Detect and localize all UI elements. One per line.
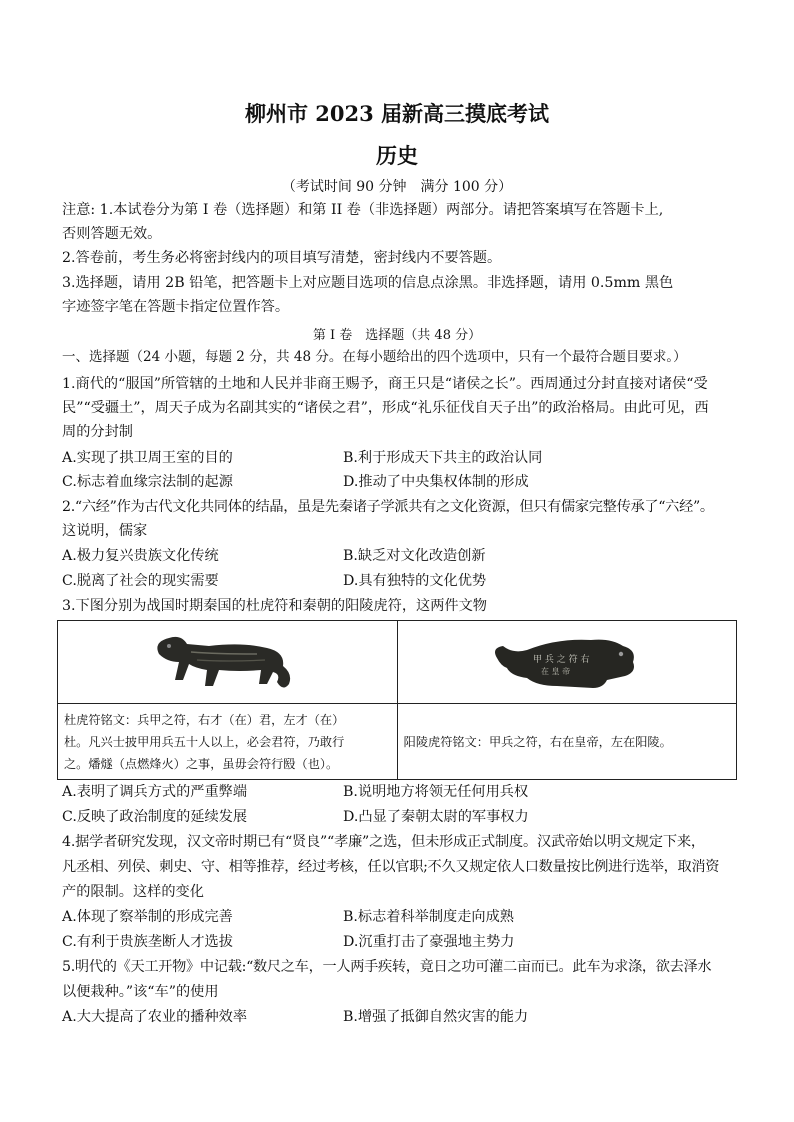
option-d: D.推动了中央集权体制的形成 <box>343 474 529 490</box>
question-stem: 周的分封制 <box>62 424 133 440</box>
option-c: C.反映了政治制度的延续发展 <box>62 809 248 825</box>
caption-line: 阳陵虎符铭文：甲兵之符，右在皇帝，左在阳陵。 <box>403 734 672 749</box>
option-a: A.大大提高了农业的播种效率 <box>62 1009 248 1025</box>
question-stem: 5.明代的《天工开物》中记载:“数尺之车，一人两手疾转，竟日之功可灌二亩而已。此车为求涤，欲去泽水 <box>62 959 712 975</box>
option-c: C.有利于贵族垄断人才选拔 <box>62 934 233 950</box>
option-a: A.表明了调兵方式的严重弊端 <box>62 784 248 800</box>
section-instruction: 一、选择题（24 小题，每题 2 分，共 48 分。在每小题给出的四个选项中，只有一个最符合题目要求。） <box>62 349 687 365</box>
subject-title: 历史 <box>376 143 418 168</box>
svg-text:在 皇 帝: 在 皇 帝 <box>540 667 570 676</box>
option-d: D.沉重打击了豪强地主势力 <box>343 934 515 950</box>
du-tiger-tally-cell <box>58 621 398 704</box>
question-stem: 产的限制。这样的变化 <box>62 884 204 900</box>
section-heading: 第 I 卷 选择题（共 48 分） <box>312 328 482 343</box>
question-stem: 以便栽种。”该“车”的使用 <box>62 984 219 1000</box>
exam-info: （考试时间 90 分钟 满分 100 分） <box>281 179 513 195</box>
yangling-tiger-tally-image <box>487 624 647 696</box>
yangling-tiger-tally-cell <box>397 621 736 704</box>
question-stem: 2.“六经”作为古代文化共同体的结晶，虽是先秦诸子学派共有之文化资源，但只有儒家完整传承了“六经”。 <box>62 499 714 515</box>
notice-line: 否则答题无效。 <box>62 226 162 242</box>
option-d: D.凸显了秦朝太尉的军事权力 <box>343 809 529 825</box>
question-stem: 凡丞相、列侯、刺史、守、相等推荐，经过考核，任以官职;不久又规定依人口数量按比例进行选举，取消资 <box>62 859 720 875</box>
option-b: B.利于形成天下共主的政治认同 <box>343 450 543 466</box>
option-c: C.脱离了社会的现实需要 <box>62 573 219 589</box>
question-stem: 4.据学者研究发现，汉文帝时期已有“贤良”“孝廉”之选，但未形成正式制度。汉武帝始以明文规定下来， <box>62 834 705 850</box>
yangling-tiger-caption <box>397 704 736 780</box>
du-tiger-tally-image <box>147 624 307 696</box>
exam-title: 柳州市 2023 届新高三摸底考试 <box>244 101 550 126</box>
notice-line: 2.答卷前，考生务必将密封线内的项目填写清楚，密封线内不要答题。 <box>62 250 502 266</box>
option-a: A.实现了拱卫周王室的目的 <box>62 450 233 466</box>
caption-line: 之。燔燧（点燃烽火）之事，虽毋会符行殹（也）。 <box>64 756 339 771</box>
caption-line: 杜虎符铭文：兵甲之符，右才（在）君，左才（在） <box>64 712 345 727</box>
option-a: A.极力复兴贵族文化传统 <box>62 548 219 564</box>
question-stem: 3.下图分别为战国时期秦国的杜虎符和秦朝的阳陵虎符，这两件文物 <box>62 598 487 614</box>
svg-text:甲 兵 之 符 右: 甲 兵 之 符 右 <box>532 655 590 665</box>
notice-line: 注意: 1.本试卷分为第 I 卷（选择题）和第 II 卷（非选择题）两部分。请把答案填写在答题卡上, <box>62 202 664 218</box>
option-b: B.标志着科举制度走向成熟 <box>343 909 514 925</box>
caption-line: 杜。凡兴士披甲用兵五十人以上，必会君符，乃敢行 <box>64 734 345 749</box>
option-b: B.缺乏对文化改造创新 <box>343 548 486 564</box>
artifact-table <box>57 620 737 780</box>
option-c: C.标志着血缘宗法制的起源 <box>62 474 233 490</box>
notice-line: 3.选择题，请用 2B 铅笔，把答题卡上对应题目选项的信息点涂黑。非选择题，请用 0.5mm 黑色 <box>62 275 674 291</box>
du-tiger-caption <box>58 704 398 780</box>
option-d: D.具有独特的文化优势 <box>343 573 487 589</box>
notice-line: 字迹签字笔在答题卡指定位置作答。 <box>62 299 290 315</box>
option-b: B.增强了抵御自然灾害的能力 <box>343 1009 529 1025</box>
option-a: A.体现了察举制的形成完善 <box>62 909 233 925</box>
option-b: B.说明地方将领无任何用兵权 <box>343 784 529 800</box>
question-stem: 1.商代的“服国”所管辖的土地和人民并非商王赐予，商王只是“诸侯之长”。西周通过分封直接对诸侯“受 <box>62 376 708 392</box>
question-stem: 这说明，儒家 <box>62 523 148 539</box>
question-stem: 民”“受疆土”，周天子成为名副其实的“诸侯之君”，形成“礼乐征伐自天子出”的政治格局。由此可见，西 <box>62 400 709 416</box>
